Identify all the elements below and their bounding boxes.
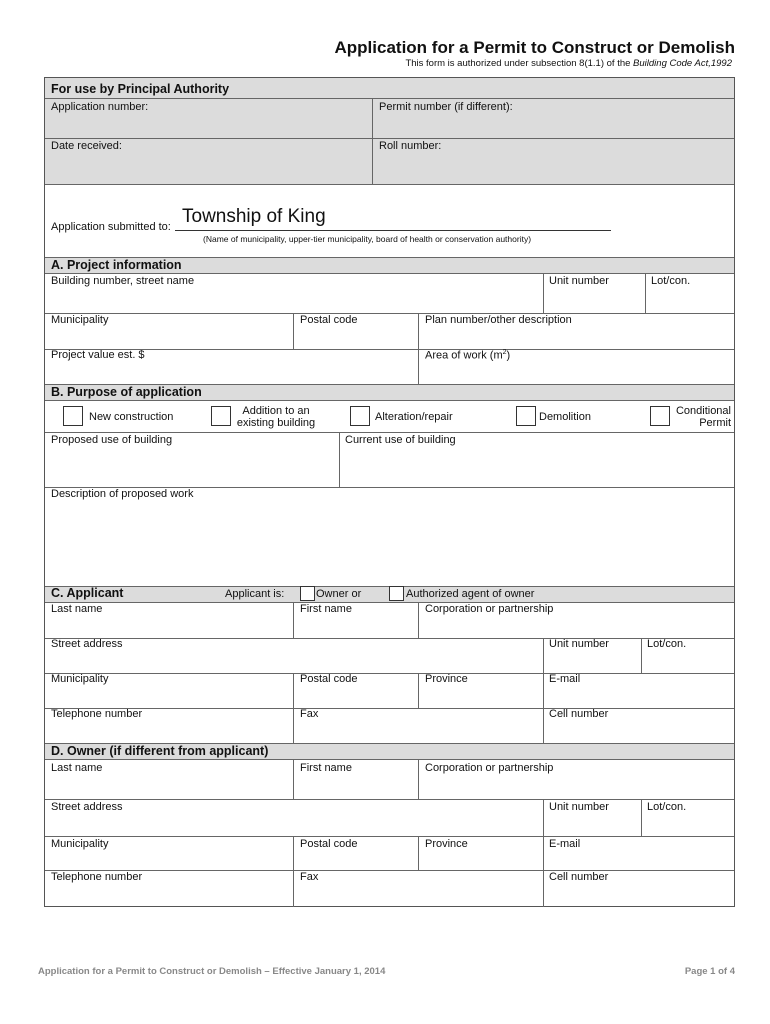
postal-code-label: Postal code: [300, 314, 358, 326]
applicant-last-name-label: Last name: [51, 603, 103, 615]
applicant-lot-con-label: Lot/con.: [647, 638, 687, 650]
page-number: Page 1 of 4: [684, 966, 735, 977]
owner-lot-con-label: Lot/con.: [647, 801, 687, 813]
current-use-label: Current use of building: [345, 434, 456, 446]
permit-number-label: Permit number (if different):: [379, 101, 513, 113]
owner-postal-label: Postal code: [300, 838, 358, 850]
section-a-heading: A. Project information: [51, 258, 182, 272]
footer-title: Application for a Permit to Construct or Demolish – Effective January 1, 2014: [38, 966, 386, 977]
conditional-permit-label: Conditional Permit: [675, 405, 731, 429]
applicant-corporation-label: Corporation or partnership: [425, 603, 554, 615]
project-value-label: Project value est. $: [51, 349, 145, 361]
applicant-municipality-label: Municipality: [51, 673, 109, 685]
applicant-is-label: Applicant is:: [225, 588, 285, 600]
demolition-checkbox[interactable]: [516, 406, 536, 426]
description-field[interactable]: [45, 502, 734, 586]
proposed-use-label: Proposed use of building: [51, 434, 173, 446]
lot-con-label: Lot/con.: [651, 275, 691, 287]
owner-first-name-label: First name: [300, 762, 352, 774]
owner-municipality-label: Municipality: [51, 838, 109, 850]
description-label: Description of proposed work: [51, 488, 194, 500]
permit-form: [44, 77, 735, 907]
section-b-heading: B. Purpose of application: [51, 385, 202, 399]
addition-label: Addition to an existing building: [236, 405, 316, 429]
submitted-to-value[interactable]: Township of King: [182, 206, 326, 227]
addition-checkbox[interactable]: [211, 406, 231, 426]
owner-last-name-label: Last name: [51, 762, 103, 774]
applicant-cell-label: Cell number: [549, 708, 609, 720]
owner-email-label: E-mail: [549, 838, 581, 850]
form-subtitle: This form is authorized under subsection 8(1.1) of the Building Code Act,1992: [405, 58, 732, 69]
owner-unit-label: Unit number: [549, 801, 609, 813]
principal-authority-heading: For use by Principal Authority: [51, 82, 230, 96]
demolition-label: Demolition: [539, 411, 591, 423]
application-number-label: Application number:: [51, 101, 149, 113]
submitted-to-label: Application submitted to:: [51, 221, 171, 233]
applicant-unit-label: Unit number: [549, 638, 609, 650]
owner-checkbox[interactable]: [300, 586, 315, 601]
plan-number-label: Plan number/other description: [425, 314, 572, 326]
applicant-street-label: Street address: [51, 638, 123, 650]
owner-fax-label: Fax: [300, 871, 319, 883]
owner-or-label: Owner or: [316, 588, 362, 600]
applicant-email-label: E-mail: [549, 673, 581, 685]
applicant-postal-label: Postal code: [300, 673, 358, 685]
municipality-label: Municipality: [51, 314, 109, 326]
applicant-first-name-label: First name: [300, 603, 352, 615]
alteration-label: Alteration/repair: [375, 411, 453, 423]
area-of-work-label: Area of work $(m^2)$: [425, 349, 511, 362]
owner-telephone-label: Telephone number: [51, 871, 143, 883]
date-received-label: Date received:: [51, 140, 122, 152]
building-street-label: Building number, street name: [51, 275, 195, 287]
new-construction-checkbox[interactable]: [63, 406, 83, 426]
applicant-telephone-label: Telephone number: [51, 708, 143, 720]
section-c-heading: C. Applicant: [51, 586, 124, 600]
owner-province-label: Province: [425, 838, 468, 850]
roll-number-label: Roll number:: [379, 140, 442, 152]
form-title: Application for a Permit to Construct or Demolish: [334, 38, 735, 57]
submitted-to-note: (Name of municipality, upper-tier municipality, board of health or conservation authority): [203, 234, 532, 244]
section-d-heading: D. Owner (if different from applicant): [51, 744, 269, 758]
authorized-agent-label: Authorized agent of owner: [406, 588, 535, 600]
applicant-fax-label: Fax: [300, 708, 319, 720]
owner-corporation-label: Corporation or partnership: [425, 762, 554, 774]
authorized-agent-checkbox[interactable]: [389, 586, 404, 601]
applicant-province-label: Province: [425, 673, 468, 685]
owner-cell-label: Cell number: [549, 871, 609, 883]
alteration-checkbox[interactable]: [350, 406, 370, 426]
new-construction-label: New construction: [89, 411, 174, 423]
unit-number-label: Unit number: [549, 275, 609, 287]
owner-street-label: Street address: [51, 801, 123, 813]
